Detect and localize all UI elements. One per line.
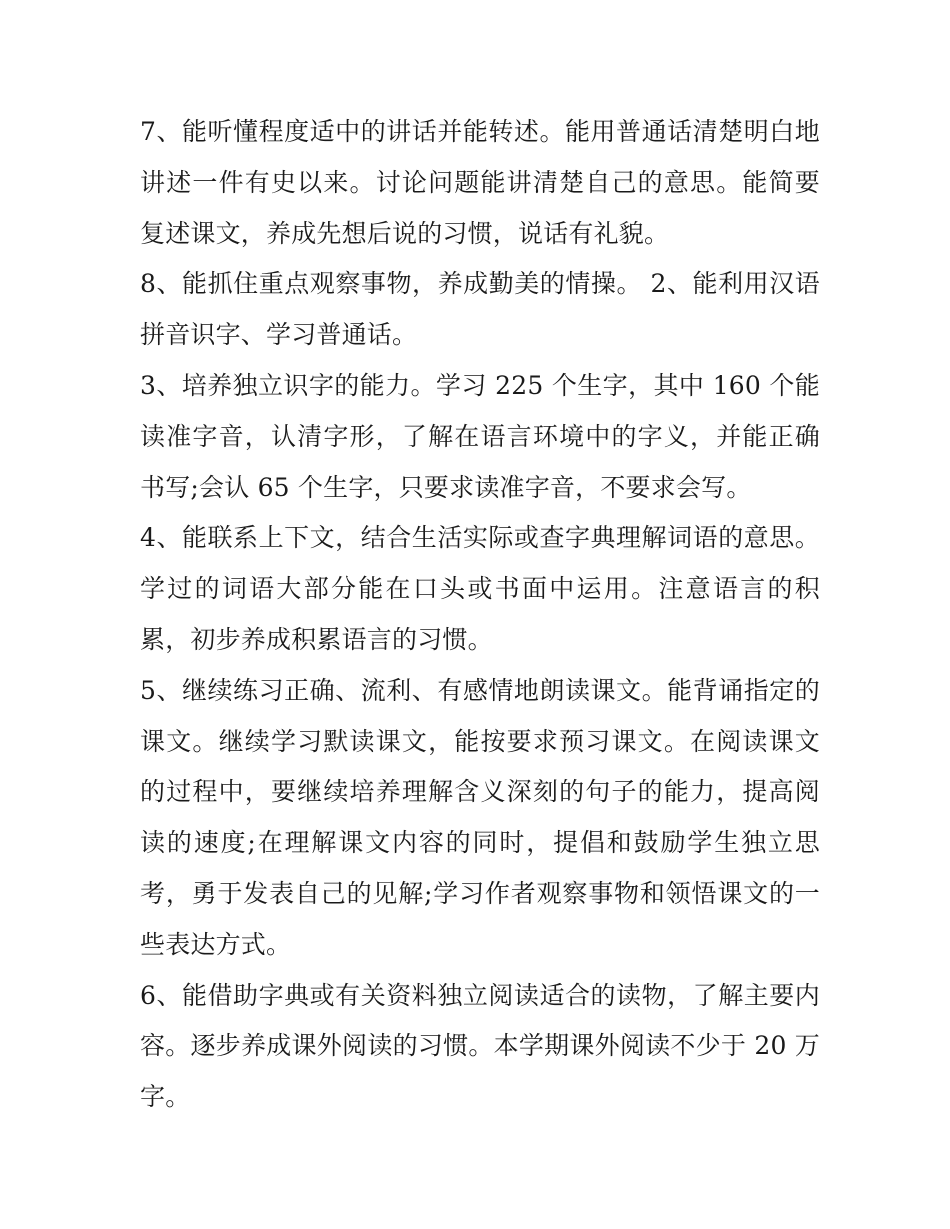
document-body (140, 107, 820, 1123)
paragraph-5: 5、继续练习正确、流利、有感情地朗读课文。能背诵指定的课文。继续学习默读课文，能按要求预习课文。在阅读课文的过程中，要继续培养理解含义深刻的句子的能力，提高阅读的速度;在理解课文内容的同时，提倡和鼓励学生独立思考，勇于发表自己的见解;学习作者观察事物和领悟课文的一些表达方式。 (140, 675, 820, 959)
paragraph-8: 8、能抓住重点观察事物，养成勤美的情操。 2、能利用汉语拼音识字、学习普通话。 (140, 269, 820, 350)
paragraph-4: 4、能联系上下文，结合生活实际或查字典理解词语的意思。学过的词语大部分能在口头或书面中运用。注意语言的积累，初步养成积累语言的习惯。 (140, 523, 820, 654)
paragraph-3: 3、培养独立识字的能力。学习 225 个生字，其中 160 个能读准字音，认清字形，了解在语言环境中的字义，并能正确书写;会认 65 个生字，只要求读准字音，不要求会写。 (140, 370, 820, 502)
paragraph-6: 6、能借助字典或有关资料独立阅读适合的读物，了解主要内容。逐步养成课外阅读的习惯。本学期课外阅读不少于 20 万字。 (140, 980, 820, 1112)
paragraph-7: 7、能听懂程度适中的讲话并能转述。能用普通话清楚明白地讲述一件有史以来。讨论问题能讲清楚自己的意思。能简要复述课文，养成先想后说的习惯，说话有礼貌。 (140, 117, 820, 248)
